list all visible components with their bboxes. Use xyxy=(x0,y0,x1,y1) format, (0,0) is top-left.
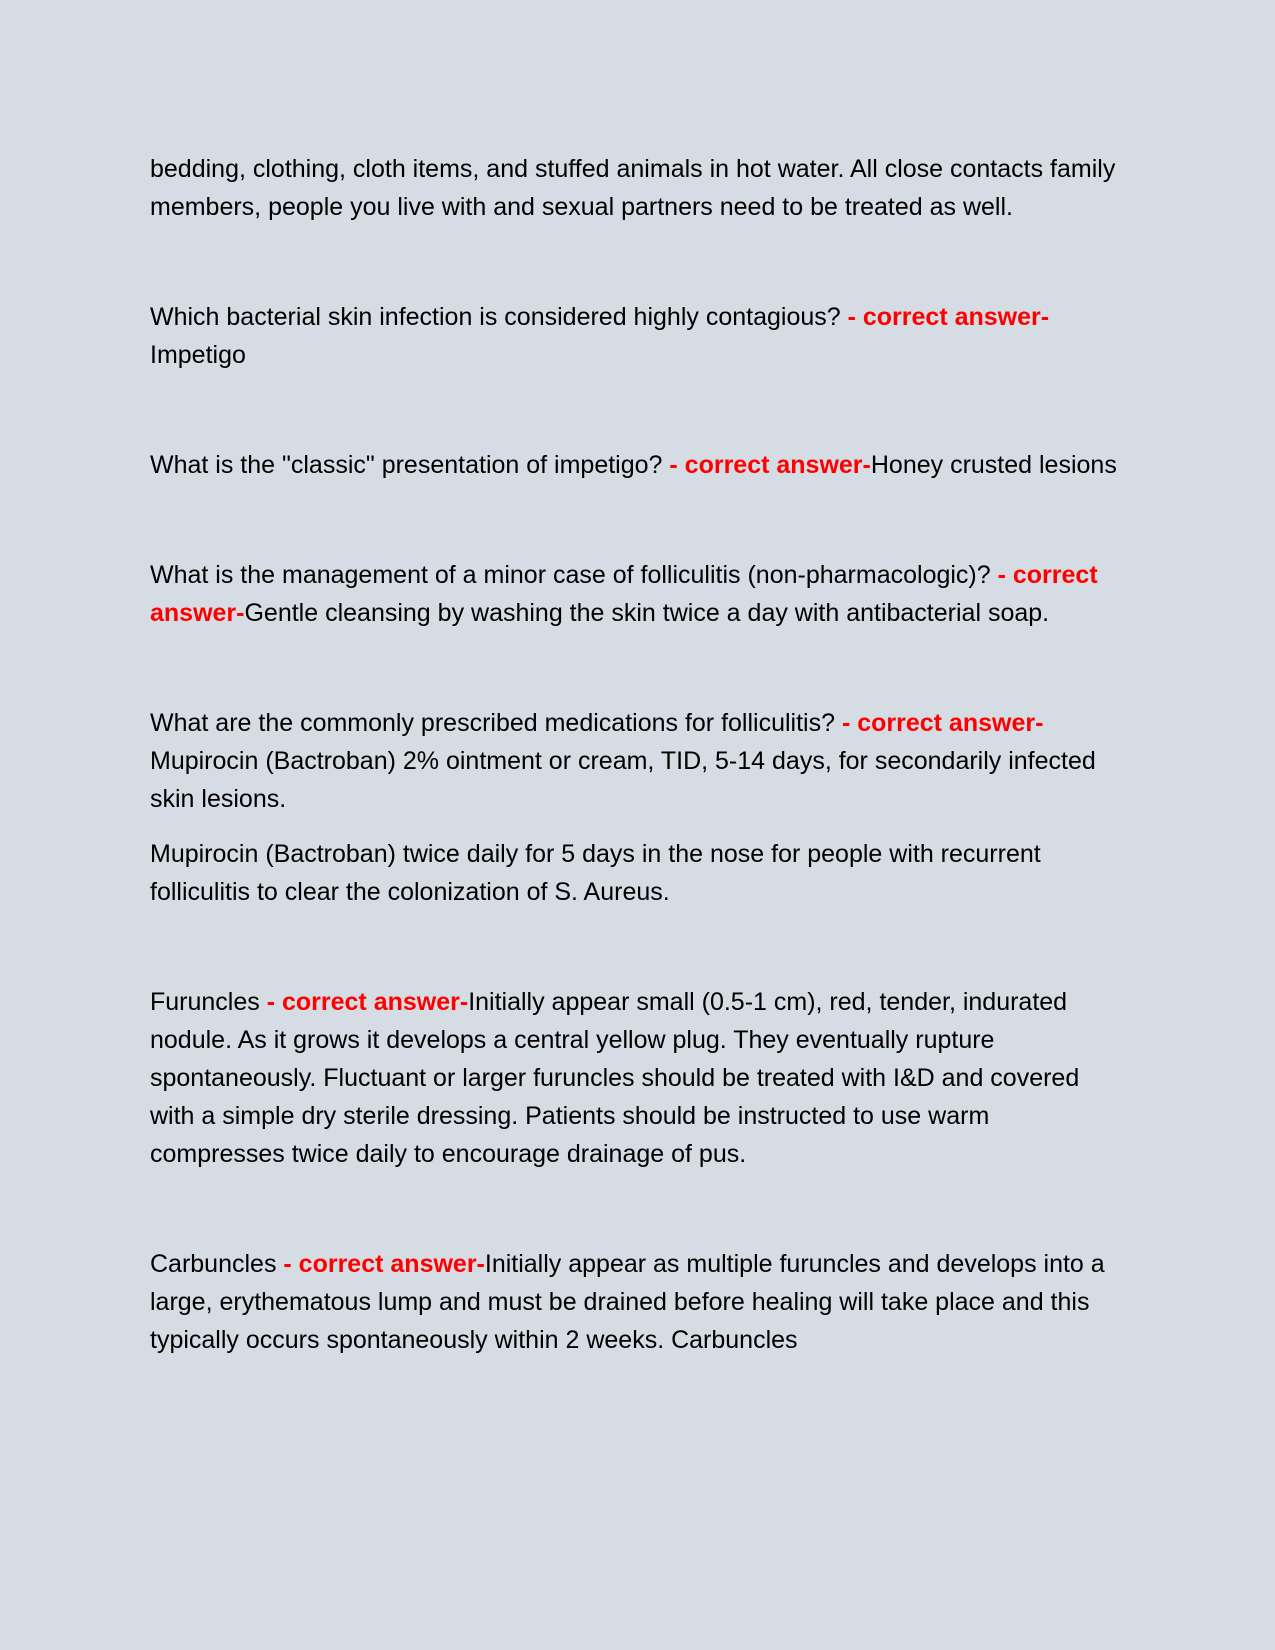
answer-text: Impetigo xyxy=(150,341,246,369)
question-text: What is the management of a minor case of folliculitis (non-pharmacologic)? xyxy=(150,561,998,589)
question-text: What are the commonly prescribed medications for folliculitis? xyxy=(150,709,842,737)
qa-impetigo-contagious xyxy=(150,298,1125,374)
qa-impetigo-presentation xyxy=(150,446,1125,484)
answer-text: Honey crusted lesions xyxy=(870,451,1117,479)
qa-carbuncles xyxy=(150,1245,1125,1359)
correct-answer-marker: - correct answer- xyxy=(669,451,871,479)
correct-answer-marker: - correct answer- xyxy=(847,303,1050,331)
question-text: Which bacterial skin infection is considered highly contagious? xyxy=(150,303,848,331)
question-text: What is the "classic" presentation of impetigo? xyxy=(150,451,670,479)
answer-text: Gentle cleansing by washing the skin twice a day with antibacterial soap. xyxy=(244,599,1050,627)
answer-text: bedding, clothing, cloth items, and stuffed animals in hot water. All close contacts family members, people you live with and sexual partners need to be treated as well. xyxy=(150,155,1116,221)
answer-text: Initially appear small (0.5-1 cm), red, tender, indurated nodule. As it grows it develops a central yellow plug. They eventually rupture spontaneously. Fluctuant or larger furuncles should be treated with I&D and covered with a simple dry sterile dressing. Patients should be instructed to use warm compresses twice daily to encourage drainage of pus. xyxy=(150,988,1080,1168)
correct-answer-marker: - correct answer- xyxy=(150,561,1098,627)
correct-answer-marker: - correct answer- xyxy=(283,1250,485,1278)
question-text: Carbuncles xyxy=(150,1250,284,1278)
paragraph-scabies-continuation xyxy=(150,150,1125,226)
answer-text: Initially appear as multiple furuncles and develops into a large, erythematous lump and must be drained before healing will take place and this typically occurs spontaneously within 2 weeks. Carbuncles xyxy=(150,1250,1105,1354)
correct-answer-marker: - correct answer- xyxy=(266,988,469,1016)
answer-text: Mupirocin (Bactroban) 2% ointment or cream, TID, 5-14 days, for secondarily infected skin lesions. xyxy=(150,747,1096,813)
correct-answer-marker: - correct answer- xyxy=(841,709,1044,737)
qa-folliculitis-management xyxy=(150,556,1125,632)
qa-folliculitis-medications xyxy=(150,704,1125,818)
paragraph-mupirocin-nasal xyxy=(150,835,1125,911)
answer-text: Mupirocin (Bactroban) twice daily for 5 days in the nose for people with recurrent folliculitis to clear the colonization of S. Aureus. xyxy=(150,840,1041,906)
qa-furuncles xyxy=(150,983,1125,1173)
document-page xyxy=(150,150,1125,1359)
question-text: Furuncles xyxy=(150,988,267,1016)
